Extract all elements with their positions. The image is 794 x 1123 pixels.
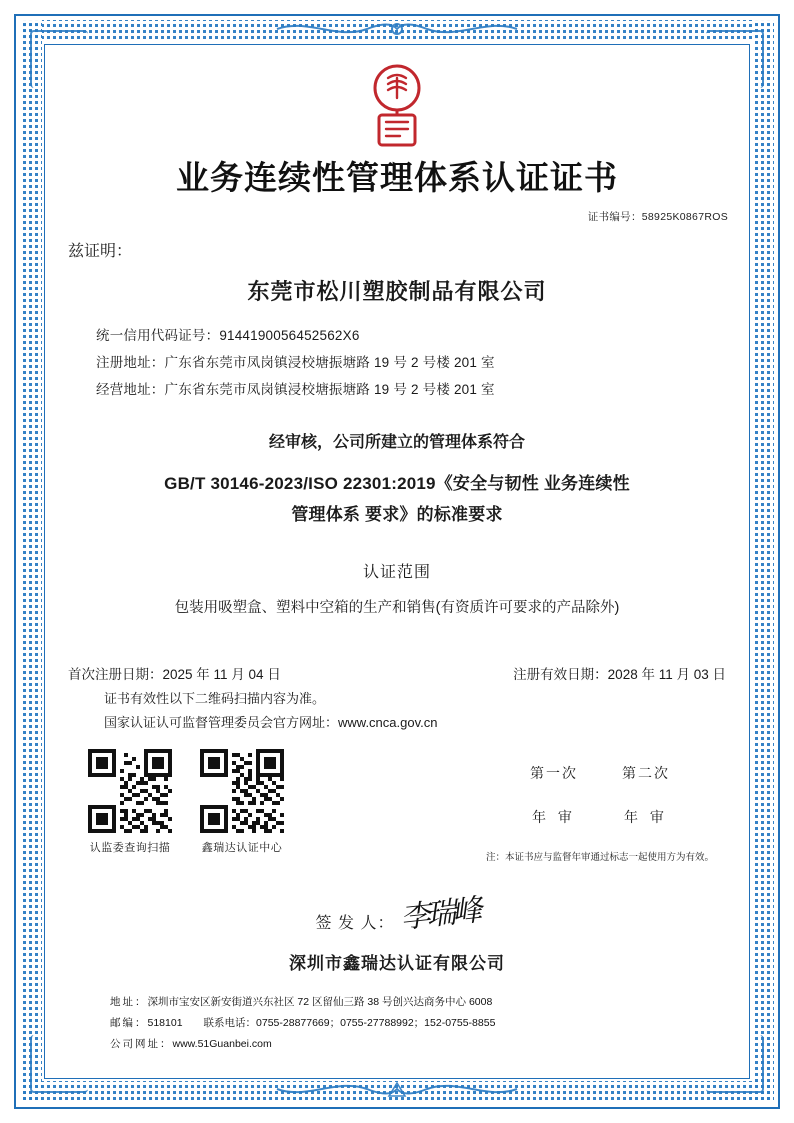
qr-code-image bbox=[200, 749, 284, 833]
lead-text: 兹证明： bbox=[68, 243, 133, 260]
field-label: 统一信用代码证号： bbox=[96, 328, 220, 343]
field-label: 注册地址： bbox=[96, 355, 165, 370]
footer-value: 518101 联系电话：0755-28877669；0755-27788992；152-0755-8855 bbox=[147, 1016, 496, 1029]
footer-value: 深圳市宝安区新安街道兴东社区 72 区留仙三路 38 号创兴达商务中心 6008 bbox=[147, 995, 493, 1008]
certificate-number-label: 证书编号： bbox=[587, 211, 642, 223]
scroll-ornament-top bbox=[267, 16, 527, 47]
footer-line bbox=[110, 1034, 732, 1055]
validity-note-1: 证书有效性以下二维码扫描内容为准。 bbox=[104, 690, 326, 706]
company-fields bbox=[62, 322, 732, 403]
valid-until-value: 2028 年 11 月 03 日 bbox=[607, 666, 726, 682]
valid-until-label: 注册有效日期： bbox=[513, 666, 608, 682]
border-band-right bbox=[752, 20, 774, 1103]
certificate-content bbox=[62, 48, 732, 1075]
border-band-left bbox=[20, 20, 42, 1103]
audit-second-year: 年 审 bbox=[624, 808, 668, 825]
validity-notes bbox=[62, 687, 732, 735]
qr-item bbox=[88, 749, 172, 863]
audit-note: 注：本证书应与监督年审通过标志一起使用方为有效。 bbox=[485, 851, 714, 863]
field-label: 经营地址： bbox=[96, 382, 165, 397]
qr-caption: 鑫瑞达认证中心 bbox=[201, 841, 283, 854]
signature-row bbox=[62, 889, 732, 936]
footer-label: 地址： bbox=[110, 995, 148, 1008]
audit-year-row bbox=[486, 807, 714, 827]
qr-item bbox=[200, 749, 284, 863]
signature-mark: 李瑞峰 bbox=[399, 892, 481, 936]
audit-headings bbox=[486, 763, 714, 783]
footer-line bbox=[110, 992, 732, 1013]
dates-row bbox=[62, 663, 732, 683]
validity-note-2: 国家认证认可监督管理委员会官方网址：www.cnca.gov.cn bbox=[104, 714, 438, 730]
audit-second-label: 第二次 bbox=[621, 764, 670, 781]
qr-code-area bbox=[88, 749, 284, 863]
qr-code-image bbox=[88, 749, 172, 833]
field-value: 广东省东莞市凤岗镇浸校塘振塘路 19 号 2 号楼 201 室 bbox=[164, 355, 495, 370]
standard-line-2: 管理体系 要求》的标准要求 bbox=[291, 505, 503, 525]
first-registration-date bbox=[68, 663, 281, 683]
qr-code-issuer[interactable] bbox=[200, 749, 284, 833]
footer-label: 公司网址： bbox=[110, 1037, 173, 1050]
field-row bbox=[96, 322, 732, 349]
qr-and-audit-block bbox=[62, 749, 732, 863]
first-registration-label: 首次注册日期： bbox=[68, 666, 163, 682]
scope-text: 包装用吸塑盒、塑料中空箱的生产和销售(有资质许可要求的产品除外) bbox=[174, 599, 620, 616]
first-registration-value: 2025 年 11 月 04 日 bbox=[162, 666, 281, 682]
qr-caption: 认监委查询扫描 bbox=[89, 841, 171, 854]
standard-line-1: GB/T 30146-2023/ISO 22301:2019《安全与韧性 业务连续性 bbox=[164, 474, 630, 493]
field-row bbox=[96, 376, 732, 403]
field-value: 广东省东莞市凤岗镇浸校塘振塘路 19 号 2 号楼 201 室 bbox=[164, 382, 495, 397]
audit-first-year: 年 审 bbox=[532, 808, 576, 825]
signature-label: 签 发 人： bbox=[315, 914, 395, 932]
field-row bbox=[96, 349, 732, 376]
seal-icon bbox=[354, 58, 440, 148]
company-name: 东莞市松川塑胶制品有限公司 bbox=[247, 279, 547, 304]
conformity-statement: 经审核，公司所建立的管理体系符合 bbox=[268, 434, 525, 451]
audit-area bbox=[486, 749, 732, 863]
audit-first-label: 第一次 bbox=[529, 764, 578, 781]
scroll-ornament-bottom bbox=[267, 1076, 527, 1107]
seal-emblem bbox=[62, 58, 732, 150]
field-value: 9144190056452562X6 bbox=[219, 328, 360, 343]
standard-reference bbox=[62, 468, 732, 531]
footer-contact bbox=[62, 992, 732, 1055]
certificate-title: 业务连续性管理体系认证证书 bbox=[176, 158, 618, 197]
certificate-number-value: 58925K0867ROS bbox=[641, 211, 728, 223]
scope-heading: 认证范围 bbox=[362, 563, 431, 581]
footer-label: 邮编： bbox=[110, 1016, 148, 1029]
footer-line bbox=[110, 1013, 732, 1034]
qr-code-cnca[interactable] bbox=[88, 749, 172, 833]
issuer-name: 深圳市鑫瑞达认证有限公司 bbox=[289, 953, 505, 973]
footer-value: www.51Guanbei.com bbox=[172, 1037, 272, 1050]
valid-until-date bbox=[513, 663, 726, 683]
certificate-number bbox=[62, 209, 732, 224]
